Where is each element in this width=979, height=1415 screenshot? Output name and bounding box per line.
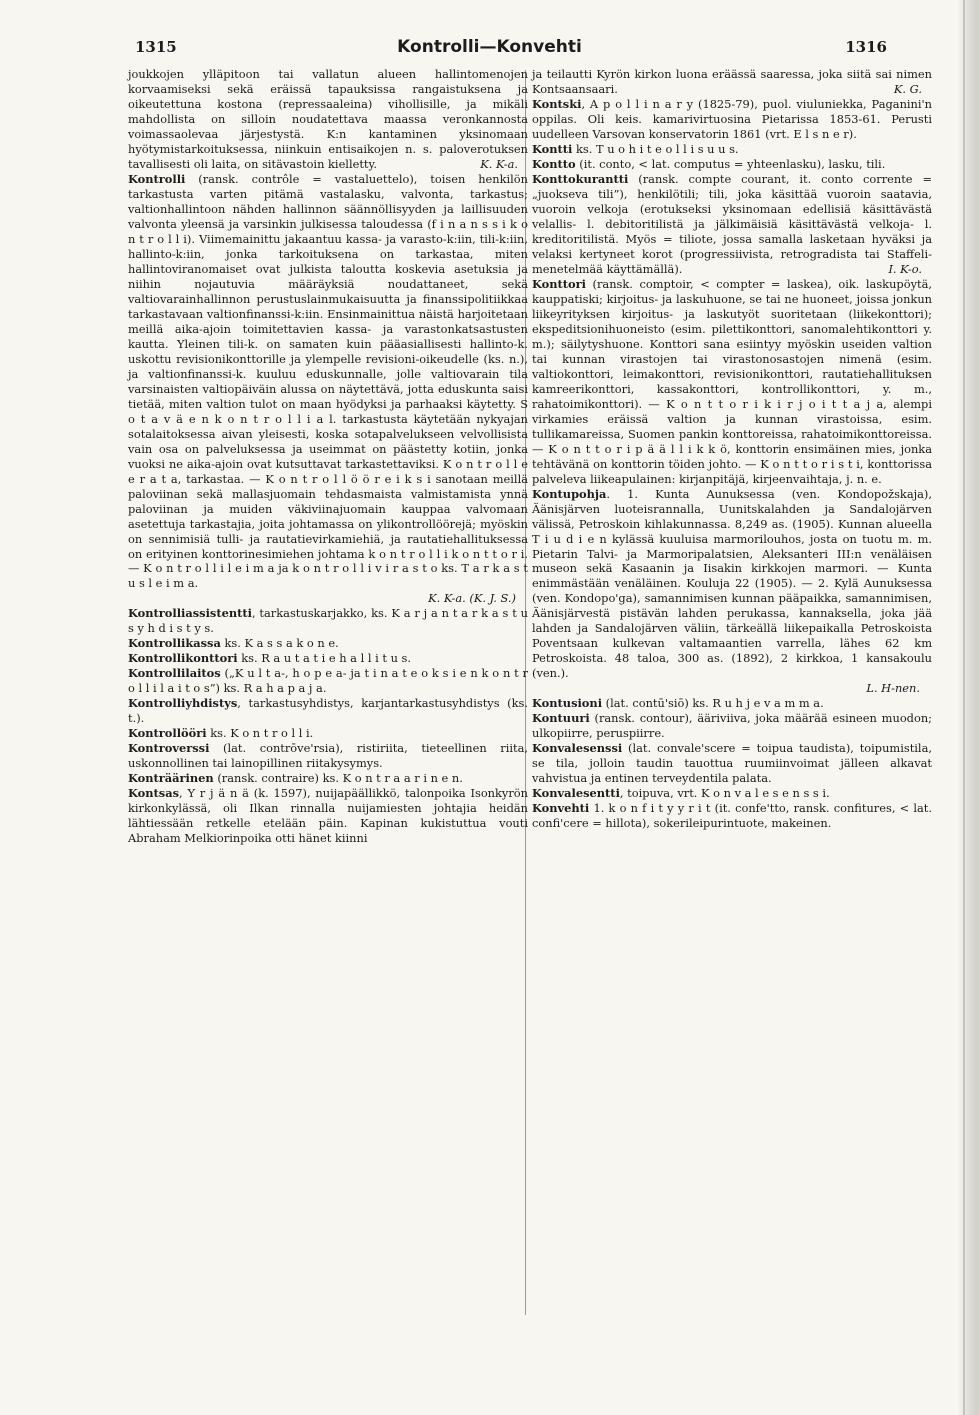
entry-headword: Kontto — [532, 156, 576, 171]
entry-headword: Kontusioni — [532, 696, 603, 711]
entry-kontski — [532, 97, 932, 142]
entry-text: . 1. Kunta Aunuksessa (ven. Kondopožskaja), Äänisjärven luoteisrannalla, Uunitskalahden ja Sandalojärven välissä, Petroskoin kihlakunnassa. 8,249 as. (1905). Kunnan alueella T i u d i e n kylässä kuuluisa marmorilouhos, josta on tuotu m. m. Pietarin Talvi- ja Marmoripalatsien, Aleksanteri III:n venäläisen museon sekä Kasaanin ja Iisakin kirkkojen marmori. — Kunta enimmästään venäläinen. Kouluja 22 (1905). — 2. Kylä Aunuksessa (ven. Kondopo'ga), samannimisen kunnan pääpaikka, samannimisen, Äänisjärvestä pistävän lahden perukassa, kannaksella, joka jää lahden ja Sandalojärven väliin, tärkeällä liikepaikalla Petroskoista Poventsaan kulkevan valtamaantien varrella, lähes 62 km Petroskoista. 48 taloa, 300 as. (1892), 2 kirkkoa, 1 kansakoulu (ven.). — [532, 486, 932, 681]
entry-headword: Kontsas — [128, 786, 179, 801]
entry-headword: Kontrolliassistentti — [128, 606, 252, 621]
page-binding-line — [963, 0, 965, 1415]
entry-headword: Kontuuri — [532, 711, 590, 726]
entry-headword: Kontti — [532, 141, 573, 156]
entry-headword: Kontrollilaitos — [128, 666, 221, 681]
author-signature: K. K-a. (K. J. S.) — [428, 591, 516, 606]
entry-text: ks. K o n t r o l l i. — [210, 726, 314, 741]
entry-continuation — [532, 67, 932, 97]
entry-text: (ransk. contraire) ks. K o n t r a a r i n e n. — [217, 771, 463, 786]
entry-text: (ransk. contour), ääriviiva, joka määrää esineen muodon; ulkopiirre, peruspiirre. — [532, 711, 932, 741]
entry-konvalesenssi — [532, 741, 932, 786]
author-signature: I. K-o. — [888, 261, 922, 276]
page-title: Kontrolli—Konvehti — [397, 37, 582, 57]
entry-headword: Kontrollööri — [128, 726, 207, 741]
entry-text: ks. R a u t a t i e h a l l i t u s. — [241, 651, 411, 666]
entry-text: , toipuva, vrt. K o n v a l e s e n s s i. — [619, 786, 830, 801]
entry-konttori — [532, 277, 932, 487]
entry-text: (ransk. compte courant, it. conto corrente = „juokseva tili”), henkilötili; tili, joka käsittää vuoroin saatavia, vuoroin velkoja (erotukseksi yksinomaan edellisiä käsittävästä velallis- l. debitoritilistä ja jälkimäisiä käsittävästä velkoja- l. kreditoritilistä. Myös = tiliote, jossa samalla lasketaan hyväksi ja velaksi kertyneet korot (progressiivista, retrogradista tai Staffeli-menetelmää käyttämällä). — [532, 171, 932, 276]
entry-kontrolliyhdistys — [128, 696, 528, 726]
entry-text: ks. K a s s a k o n e. — [224, 636, 339, 651]
entry-headword: Kontski — [532, 96, 582, 111]
entry-kontrollikonttori — [128, 651, 528, 666]
entry-text: joukkojen ylläpitoon tai vallatun alueen hallintomenojen korvaamiseksi sekä eräissä tapauksissa rangaistuksena ja oikeutettuna kostona (repressaaleina) vihollisille, ja mikäli mahdollista on silloin noudatettava maassa veronkannosta voimassaolevaa järjestystä. K:n kantaminen yksinomaan hyötymistarkoituksessa, niinkuin entisaikojen n. s. paloverotuksen tavallisesti oli laita, on sitävastoin kielletty. — [128, 67, 528, 171]
entry-text: (lat. convale'scere = toipua taudista), toipumistila, se tila, jolloin taudin tauottua ruumiinvoimat jälleen alkavat vahvistua ja entinen terveydentila palata. — [532, 741, 932, 786]
entry-headword: Konvehti — [532, 801, 590, 816]
left-column — [128, 67, 528, 846]
entry-headword: Konttokurantti — [532, 171, 629, 186]
page-number-left: 1315 — [135, 38, 177, 56]
entry-kontrolloori — [128, 726, 528, 741]
author-signature: K. K-a. — [480, 156, 518, 171]
entry-text: („K u l t a-, h o p e a- ja t i n a t e o k s i e n k o n t r o l l i l a i t o s”) ks. R a h a p a j a. — [128, 666, 529, 696]
entry-headword: Kontrollikassa — [128, 636, 221, 651]
entry-text: , Y r j ä n ä (k. 1597), nuijapäällikkö, talonpoika Isonkyrön kirkonkylässä, oli Ilkan rinnalla nuijamiesten johtajia heidän lähtiessään retkelle etelään päin. Kapinan kukistuttua vouti Abraham Melkiorinpoika otti hänet kiinni — [128, 786, 528, 846]
entry-kontsas — [128, 786, 528, 846]
entry-text: ja teilautti Kyrön kirkon luona eräässä saaressa, joka siitä sai nimen Kontsaansaari. — [532, 67, 932, 96]
entry-kontraarinen — [128, 771, 528, 786]
entry-konttokurantti — [532, 172, 932, 277]
entry-konvehti — [532, 801, 932, 831]
entry-headword: Kontroverssi — [128, 741, 210, 756]
right-column — [532, 67, 932, 831]
entry-text: , A p o l l i n a r y (1825-79), puol. viuluniekka, Paganini'n oppilas. Oli keis. kamarivirtuosina Pietarissa 1853-61. Perusti uudelleen Varsovan konservatorin 1861 (vrt. E l s n e r). — [532, 96, 932, 141]
entry-headword: Kontrolli — [128, 171, 186, 186]
entry-text: , tarkastusyhdistys, karjantarkastusyhdistys (ks. t.). — [128, 696, 528, 726]
entry-text: (lat. contrōve'rsia), ristiriita, tieteellinen riita, uskonnollinen tai lainopillinen riitakysymys. — [128, 741, 528, 771]
entry-text: (it. conto, < lat. computus = yhteenlasku), lasku, tili. — [579, 156, 886, 171]
entry-headword: Konträärinen — [128, 771, 214, 786]
entry-kontuuri — [532, 711, 932, 741]
entry-text: , tarkastuskarjakko, ks. K a r j a n t a r k a s t u s y h d i s t y s. — [128, 606, 528, 636]
entry-text: 1. k o n f i t y y r i t (it. confe'tto, ransk. confitures, < lat. confi'cere = hillota), sokerileipurintuote, makeinen. — [532, 801, 932, 831]
entry-kontrollikassa — [128, 636, 528, 651]
entry-kontusioni — [532, 696, 932, 711]
entry-text: (lat. contū'siō) ks. R u h j e v a m m a. — [605, 696, 824, 711]
entry-headword: Kontrolliyhdistys — [128, 696, 238, 711]
entry-headword: Kontupohja — [532, 486, 607, 501]
entry-text: ks. T u o h i t e o l l i s u u s. — [576, 141, 739, 156]
entry-headword: Konvalesenssi — [532, 741, 623, 756]
entry-kontrolliassistentti — [128, 606, 528, 636]
entry-kontrolli — [128, 172, 528, 592]
entry-text: (ransk. contrôle = vastaluettelo), toisen henkilön tarkastusta varten pitämä vastalasku, valvonta, tarkastus; valtionhallintoon nähden hallinnon säännöllisyyden ja laillisuuden valvonta yleensä ja varsinkin julkisessa taloudessa (f i n a n s s i k o n t r o l l i). Viimemainittu jakaantuu kassa- ja varasto-k:iin, tili-k:iin, hallinto-k:iin, jonka tarkoituksena on tarkastaa, miten hallintoviranomaiset ovat julkista taloutta koskevia asetuksia ja niihin nojautuvia määräyksiä noudattaneet, sekä valtiovarainhallinnon perustuslainmukaisuutta ja finanssipolitiikkaa tarkastavaan valtionfinanssi-k:iin. Ensinmainittua näistä harjoitetaan meillä aika-ajoin toimitettavien kassa- ja varastonkatsastusten kautta. Yleinen tili-k. on samaten kuin pääasiallisesti hallinto-k. uskottu revisionikonttorille ja ylempelle revisioni-oikeudelle (ks. n.), ja valtionfinanssi-k. kuuluu eduskunnalle, jolle valtiovarain tila varsinaisten valtiopäiväin alussa on näytettävä, jotta eduskunta saisi tietää, miten valtion tulot on maan hyödyksi ja parhaaksi käytetty. S o t a v ä e n k o n t r o l l i a l. tarkastusta käytetään nykyajan sotalaitoksessa aivan yleisesti, koska sotapalvelukseen velvollisista vain osa on palveluksessa ja useimmat on päästetty kotiin, jonka vuoksi ne aika-ajoin ovat kutsuttavat tarkastettaviksi. K o n t r o l l e e r a t a, tarkastaa. — K o n t r o l l ö ö r e i k s i sanotaan meillä paloviinan sekä mallasjuomain tehdasmaista valmistamista ynnä paloviinan ja muiden väkiviinajuomain kauppaa valvomaan asetettuja tarkastajia, joita johtamassa on ylikontrollöörejä; myöskin on sennimisiä tulli- ja rautatievirkamiehiä, ja rautatiehallituksessa on erityinen konttorinesimiehen johtama k o n t r o l l i k o n t t o r i. — K o n t r o l l i l e i m a ja k o n t r o l l i v i r a s t o ks. T a r k a s t u s l e i m a. — [128, 171, 528, 591]
entry-text: (ransk. comptoir, < compter = laskea), oik. laskupöytä, kauppatiski; kirjoitus- ja laskuhuone, se tai ne huoneet, joissa jonkun liikeyrityksen kirjoitus- ja laskutyöt suoritetaan (liikekonttori); ekspeditsionihuoneisto (esim. pilettikonttori, sanomalehtikonttori y. m.); säilytyshuone. Konttori sana esiintyy myöskin useiden valtion tai kunnan virastojen tai virastonosastojen nimenä (esim. valtiokonttori, leimakonttori, revisionikonttori, rautatiehallituksen kamreerikonttori, kassakonttori, kontrollikonttori, y. m., rahatoimikonttori). — K o n t t o r i k i r j o i t t a j a, alempi virkamies eräissä valtion ja kunnan virastoissa, esim. tullikamareissa, Suomen pankin konttoreissa, rahatoimikonttoreissa. — K o n t t o r i p ä ä l l i k k ö, konttorin ensimäinen mies, jonka tehtävänä on konttorin töiden johto. — K o n t t o r i s t i, konttorissa palveleva liikeapulainen: kirjanpitäjä, kirjeenvaihtaja, j. n. e. — [532, 276, 932, 486]
entry-continuation — [128, 67, 528, 172]
page-header — [0, 38, 979, 68]
page-number-right: 1316 — [845, 38, 887, 56]
entry-konvalesentti — [532, 786, 932, 801]
entry-kontti — [532, 142, 932, 157]
page-edge — [957, 0, 979, 1415]
entry-headword: Konttori — [532, 276, 586, 291]
entry-kontto — [532, 157, 932, 172]
entry-headword: Kontrollikonttori — [128, 651, 238, 666]
entry-kontupohja — [532, 487, 932, 682]
entry-kontrollilaitos — [128, 666, 528, 696]
entry-headword: Konvalesentti — [532, 786, 620, 801]
author-signature: K. G. — [893, 81, 922, 96]
entry-kontroverssi — [128, 741, 528, 771]
author-signature: L. H-nen. — [866, 681, 920, 696]
